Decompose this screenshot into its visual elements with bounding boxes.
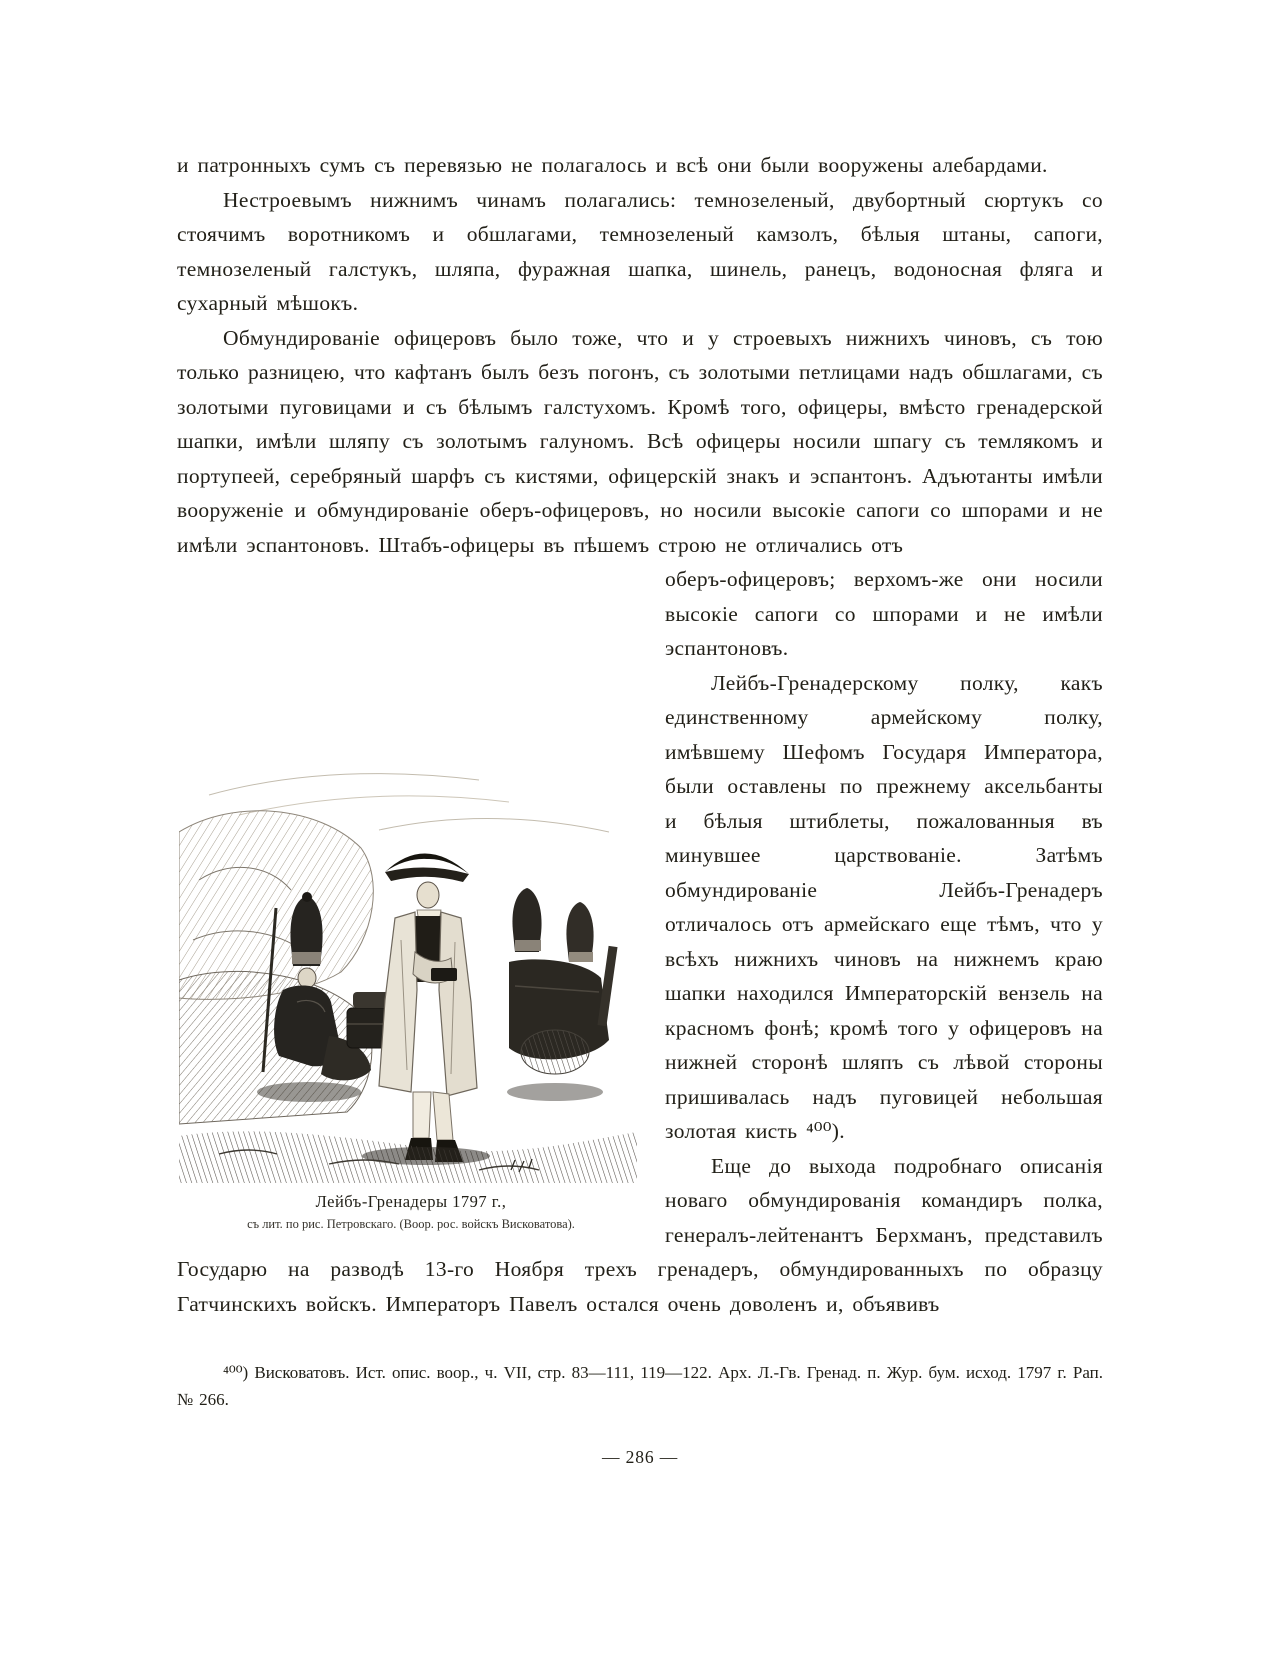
figure-spacer xyxy=(177,562,645,740)
engraving-svg xyxy=(179,740,637,1183)
grenadiers-engraving-illustration xyxy=(179,740,637,1183)
paragraph-4: Лейбъ-Гренадерскому полку, какъ единственному армейскому полку, имѣвшему Шефомъ Государя Императора, были оставлены по прежнему аксельбанты и бѣлыя штиблеты, пожалованныя въ минувшее царствованіе. Затѣмъ обмундированіе Лейбъ-Гренадеръ отличалось отъ армейскаго еще тѣмъ, что у всѣхъ нижнихъ чиновъ на нижнемъ краю шапки находился Императорскій вензель на красномъ фонѣ; кромѣ того у офицеровъ на нижней сторонѣ шляпъ съ лѣвой стороны пришивалась надъ пуговицей небольшая золотая кисть ⁴⁰⁰). xyxy=(665,670,1103,1143)
figure-caption-credit: съ лит. по рис. Петровскаго. (Воор. рос. войскъ Висковатова). xyxy=(247,1217,575,1231)
paragraph-1: и патронныхъ сумъ съ перевязью не полагалось и всѣ они были вооружены алебардами. xyxy=(177,153,1048,177)
book-page xyxy=(177,0,1103,1468)
figure-grenadiers xyxy=(177,562,645,1233)
figure-caption-title: Лейбъ-Гренадеры 1797 г., xyxy=(315,1192,507,1211)
paragraph-3-full-width: Обмундированіе офицеровъ было тоже, что и у строевыхъ нижнихъ чиновъ, съ тою только разницею, что кафтанъ былъ безъ погонъ, съ золотыми петлицами надъ обшлагами, съ золотыми пуговицами и съ бѣлымъ галстухомъ. Кромѣ того, офицеры, вмѣсто гренадерской шапки, имѣли шляпу съ золотымъ галуномъ. Всѣ офицеры носили шпагу съ темлякомъ и портупеей, серебряный шарфъ съ кистями, офицерскій знакъ и эспантонъ. Адъютанты имѣли вооруженіе и обмундированіе оберъ-офицеровъ, но носили высокіе сапоги со шпорами и не имѣли эспантоновъ. Штабъ-офицеры въ пѣшемъ строю не отличались отъ xyxy=(177,325,1103,557)
paragraph-2: Нестроевымъ нижнимъ чинамъ полагались: темнозеленый, двубортный сюртукъ со стоячимъ воротникомъ и обшлагами, темнозеленый камзолъ, бѣлыя штаны, сапоги, темнозеленый галстукъ, шляпа, фуражная шапка, шинель, ранецъ, водоносная фляга и сухарный мѣшокъ. xyxy=(177,187,1103,315)
footnote: ⁴⁰⁰) Висковатовъ. Ист. опис. воор., ч. VII, стр. 83—111, 119—122. Арх. Л.-Гв. Гренад. п. Жур. бум. исход. 1797 г. Рап. № 266. xyxy=(177,1363,1103,1409)
page-number: — 286 — xyxy=(601,1447,679,1467)
paragraph-5: Еще до выхода подробнаго описанія новаго обмундированія командиръ полка, генералъ-лейтенантъ Берхманъ, представилъ Государю на разводѣ 13-го Ноября трехъ гренадеръ, обмундированныхъ по образцу Гатчинскихъ войскъ. Императоръ Павелъ остался очень доволенъ и, объявивъ xyxy=(177,1153,1103,1316)
paragraph-3-wrapped: оберъ-офицеровъ; верхомъ-же они носили высокіе сапоги со шпорами и не имѣли эспантоновъ. xyxy=(665,567,1103,660)
